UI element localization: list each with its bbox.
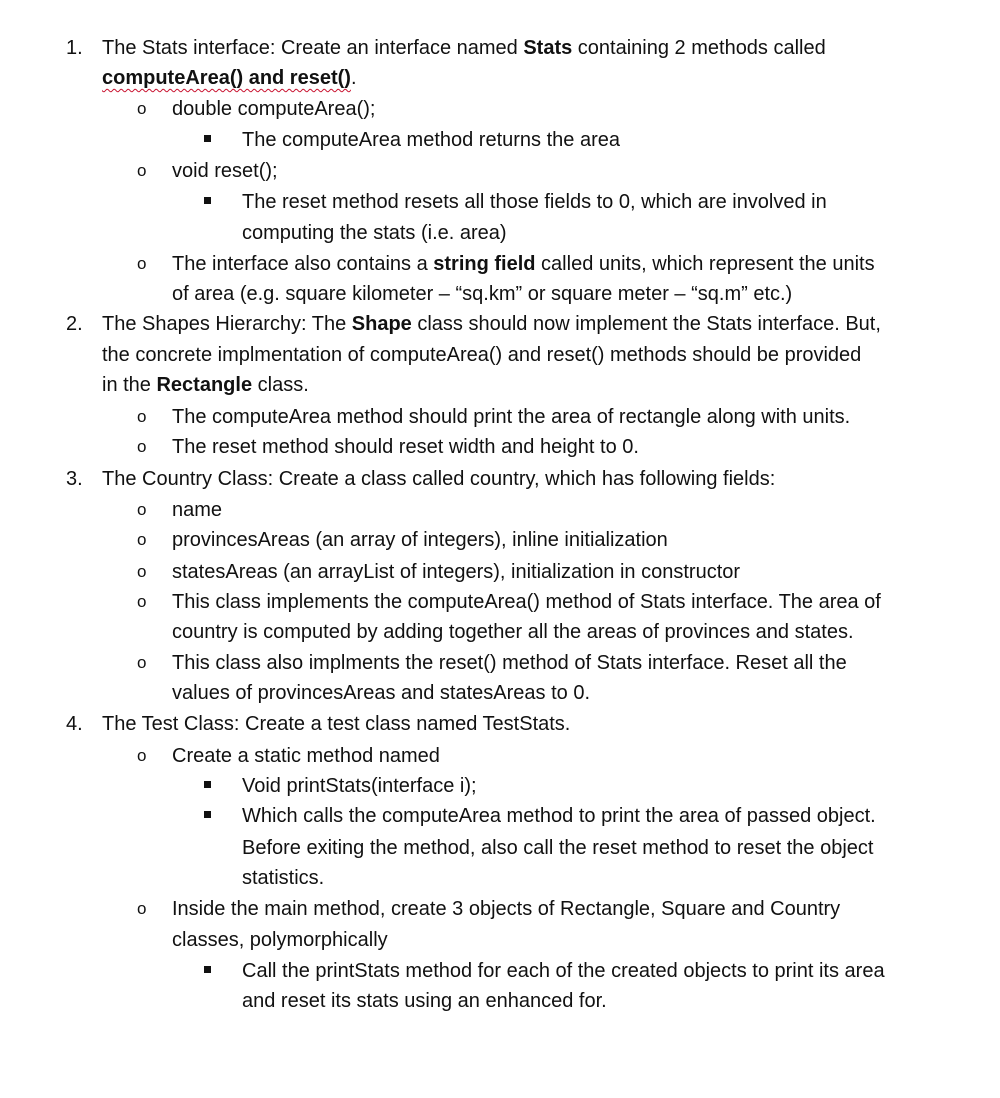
item-3-sub-1: name — [172, 499, 223, 521]
item-1-sub-2: void reset(); — [172, 160, 278, 182]
item-3-sub-5-line-2: values of provincesAreas and statesAreas to 0. — [172, 682, 591, 704]
list-number-1: 1. — [66, 37, 83, 59]
square-bullet — [204, 187, 218, 217]
list-number-2: 2. — [66, 313, 83, 335]
circle-bullet: o — [137, 592, 147, 611]
item-4-sub-1-bullet-2-line-1: Which calls the computeArea method to print the area of passed object. — [242, 805, 876, 827]
item-1-sub-2-bullet-1-line-1: The reset method resets all those fields to 0, which are involved in — [242, 191, 827, 213]
item-3-sub-4-line-1: This class implements the computeArea() method of Stats interface. The area of — [172, 591, 881, 613]
square-bullet — [204, 801, 218, 831]
circle-bullet: o — [137, 530, 147, 549]
circle-bullet: o — [137, 500, 147, 519]
square-bullet — [204, 771, 218, 801]
circle-bullet: o — [137, 653, 147, 672]
item-3-line-1: The Country Class: Create a class called country, which has following fields: — [102, 468, 776, 490]
circle-bullet: o — [137, 562, 147, 581]
item-4-sub-1-bullet-1: Void printStats(interface i); — [242, 775, 477, 797]
list-number-3: 3. — [66, 468, 83, 490]
circle-bullet: o — [137, 899, 147, 918]
item-1-line-2: computeArea() and reset(). — [102, 67, 357, 89]
item-4-sub-2-bullet-1-line-1: Call the printStats method for each of the created objects to print its area — [242, 960, 885, 982]
square-bullet — [204, 125, 218, 155]
item-3-sub-5-line-1: This class also implments the reset() method of Stats interface. Reset all the — [172, 652, 847, 674]
circle-bullet: o — [137, 437, 147, 456]
item-1-sub-1: double computeArea(); — [172, 98, 376, 120]
item-1-sub-1-bullet-1: The computeArea method returns the area — [242, 129, 620, 151]
list-number-4: 4. — [66, 713, 83, 735]
item-4-sub-2-bullet-1-line-2: and reset its stats using an enhanced for. — [242, 990, 607, 1012]
item-4-sub-1: Create a static method named — [172, 745, 440, 767]
item-2-line-2: the concrete implmentation of computeArea() and reset() methods should be provided — [102, 344, 862, 366]
item-3-sub-2: provincesAreas (an array of integers), inline initialization — [172, 529, 668, 551]
circle-bullet: o — [137, 254, 147, 273]
item-1-sub-3-line-2: of area (e.g. square kilometer – “sq.km” or square meter – “sq.m” etc.) — [172, 283, 793, 305]
circle-bullet: o — [137, 99, 147, 118]
item-4-sub-2-line-2: classes, polymorphically — [172, 929, 388, 951]
item-2-line-3: in the Rectangle class. — [102, 374, 309, 396]
item-3-sub-3: statesAreas (an arrayList of integers), initialization in constructor — [172, 561, 741, 583]
item-3-sub-4-line-2: country is computed by adding together all the areas of provinces and states. — [172, 621, 854, 643]
item-2-line-1: The Shapes Hierarchy: The Shape class should now implement the Stats interface. But, — [102, 313, 881, 335]
item-4-sub-1-bullet-2-line-3: statistics. — [242, 867, 325, 889]
item-2-sub-2: The reset method should reset width and height to 0. — [172, 436, 639, 458]
item-1-line-1: The Stats interface: Create an interface named Stats containing 2 methods called — [102, 37, 826, 59]
item-4-sub-1-bullet-2-line-2: Before exiting the method, also call the reset method to reset the object — [242, 837, 874, 859]
item-4-line-1: The Test Class: Create a test class named TestStats. — [102, 713, 571, 735]
square-bullet — [204, 956, 218, 986]
circle-bullet: o — [137, 407, 147, 426]
item-1-sub-3-line-1: The interface also contains a string field called units, which represent the units — [172, 253, 875, 275]
item-2-sub-1: The computeArea method should print the area of rectangle along with units. — [172, 406, 851, 428]
circle-bullet: o — [137, 746, 147, 765]
circle-bullet: o — [137, 161, 147, 180]
item-4-sub-2-line-1: Inside the main method, create 3 objects of Rectangle, Square and Country — [172, 898, 841, 920]
item-1-sub-2-bullet-1-line-2: computing the stats (i.e. area) — [242, 222, 507, 244]
